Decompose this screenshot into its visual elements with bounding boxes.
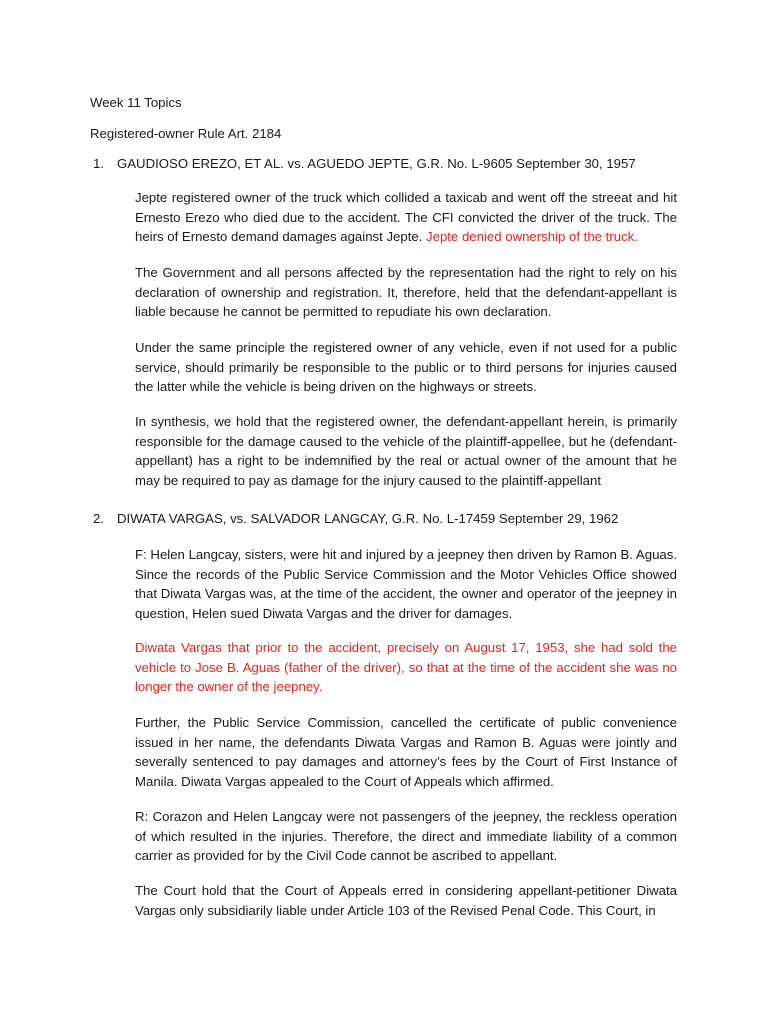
case-1-paragraph-2: The Government and all persons affected by the representation had the right to rely on his declaration of ownership and registration. It, therefore, held that the defendant-appellant is liable because he cannot be permitted to repudiate his own declaration. — [135, 265, 677, 320]
case-1-title — [93, 154, 636, 173]
rule-heading: Registered-owner Rule Art. 2184 — [90, 126, 282, 141]
case-1-title-text: GAUDIOSO EREZO, ET AL. vs. AGUEDO JEPTE, G.R. No. L-9605 September 30, 1957 — [117, 156, 636, 171]
case-2-paragraph-2: Diwata Vargas that prior to the accident, precisely on August 17, 1953, she had sold the vehicle to Jose B. Aguas (father of the driver), so that at the time of the accident she was no longer the owner of the jeepney. — [135, 640, 677, 695]
case-1-highlight: Jepte denied ownership of the truck. — [426, 229, 638, 245]
case-2-title — [93, 509, 618, 528]
case-2-number: 2. — [93, 511, 104, 526]
case-1-paragraph-1 — [135, 188, 677, 247]
case-2-paragraph-4: R: Corazon and Helen Langcay were not passengers of the jeepney, the reckless operation of which resulted in the injuries. Therefore, the direct and immediate liability of a common carrier as provided for by the Civil Code cannot be ascribed to appellant. — [135, 809, 677, 864]
case-1-paragraph-3: Under the same principle the registered owner of any vehicle, even if not used for a public service, should primarily be responsible to the public or to third persons for injuries caused the latter while the vehicle is being driven on the highways or streets. — [135, 340, 677, 395]
case-2-paragraph-1: F: Helen Langcay, sisters, were hit and injured by a jeepney then driven by Ramon B. Aguas. Since the records of the Public Service Commission and the Motor Vehicles Office showed that Diwata Vargas was, at the time of the accident, the owner and operator of the jeepney in question, Helen sued Diwata Vargas and the driver for damages. — [135, 547, 677, 621]
case-2-title-text: DIWATA VARGAS, vs. SALVADOR LANGCAY, G.R. No. L-17459 September 29, 1962 — [117, 511, 619, 526]
case-2-paragraph-5: The Court hold that the Court of Appeals erred in considering appellant-petitioner Diwata Vargas only subsidiarily liable under Article 103 of the Revised Penal Code. This Court, in — [135, 883, 677, 918]
case-1-paragraph-1-text: Jepte registered owner of the truck which collided a taxicab and went off the streeat and hit Ernesto Erezo who died due to the accident. The CFI convicted the driver of the truck. The heirs of Ernesto demand damages against Jepte. — [135, 190, 677, 245]
week-heading: Week 11 Topics — [90, 95, 182, 110]
case-1-number: 1. — [93, 156, 104, 171]
case-2-paragraph-3: Further, the Public Service Commission, cancelled the certificate of public convenience issued in her name, the defendants Diwata Vargas and Ramon B. Aguas were jointly and severally sentenced to pay damages and attorney’s fees by the Court of First Instance of Manila. Diwata Vargas appealed to the Court of Appeals which affirmed. — [135, 715, 677, 789]
case-1-paragraph-4: In synthesis, we hold that the registered owner, the defendant-appellant herein, is primarily responsible for the damage caused to the vehicle of the plaintiff-appellee, but he (defendant-appellant) has a right to be indemnified by the real or actual owner of the amount that he may be required to pay as damage for the injury caused to the plaintiff-appellant — [135, 414, 677, 488]
